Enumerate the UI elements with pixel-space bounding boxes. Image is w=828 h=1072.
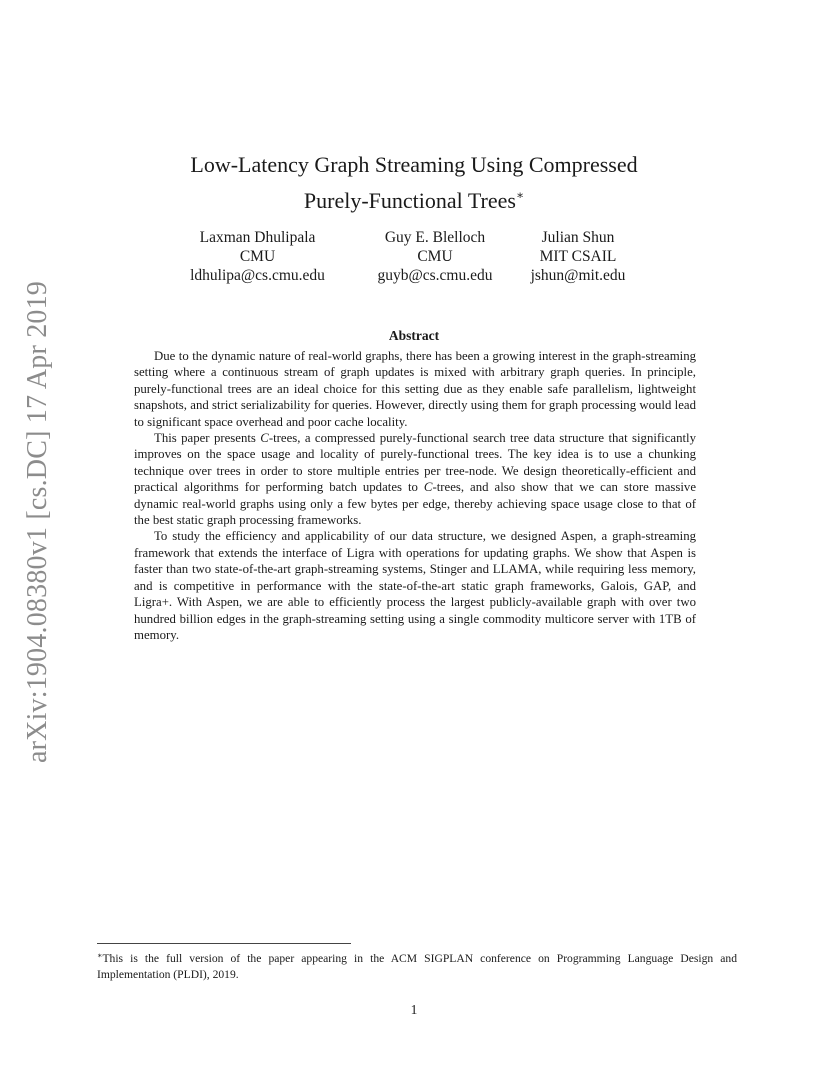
abstract-heading: Abstract	[388, 328, 440, 343]
abstract-paragraph-2	[134, 430, 696, 528]
author-name: Laxman Dhulipala	[199, 229, 316, 246]
abstract-body	[134, 348, 696, 643]
abstract-paragraph-1: Due to the dynamic nature of real-world graphs, there has been a growing interest in the graph-streaming setting where a continuous stream of graph updates is mixed with arbitrary graph queries. In principle, purely-functional trees are an ideal choice for this setting due as they enable safe parallelism, lightweight snapshots, and strict serializability for queries. However, directly using them for graph processing would lead to significant space overhead and poor cache locality.	[134, 349, 696, 429]
abstract-p2-text-a: This paper presents	[154, 431, 261, 446]
arxiv-stamp: arXiv:1904.08380v1 [cs.DC] 17 Apr 2019	[22, 280, 53, 764]
author-affiliation: CMU	[239, 248, 276, 265]
page-number: 1	[410, 1002, 418, 1017]
footnote-text: This is the full version of the paper appearing in the ACM SIGPLAN conference on Programming Language Design and Implementation (PLDI), 2019.	[97, 952, 737, 981]
author-email: ldhulipa@cs.cmu.edu	[190, 267, 325, 284]
author-affiliation: MIT CSAIL	[539, 248, 617, 265]
abstract-p2-text-b: -trees, a compressed purely-functional search tree data structure that significantly improves on the space usage and locality of purely-functional trees. The key idea is to use a chunking technique over trees in order to store multiple entries per tree-node. We design theoretically-efficient and practical algorithms for performing batch updates to	[134, 431, 696, 495]
title-line-1: Low-Latency Graph Streaming Using Compressed	[190, 152, 638, 177]
footnote-rule	[97, 943, 351, 944]
abstract-p2-c-italic-1: C	[260, 431, 269, 446]
footnote	[97, 948, 737, 982]
title-line-2	[130, 180, 698, 216]
author-name: Julian Shun	[541, 229, 615, 246]
footnote-mark: ∗	[97, 951, 103, 960]
title-line-2-text: Purely-Functional Trees	[303, 188, 516, 213]
author-block	[0, 228, 828, 288]
abstract-p2-c-italic-2: C	[423, 480, 433, 495]
author-name: Guy E. Blelloch	[384, 229, 486, 246]
author-1	[180, 228, 335, 285]
author-affiliation: CMU	[417, 248, 453, 265]
author-email: jshun@mit.edu	[530, 267, 626, 284]
paper-title	[130, 150, 698, 216]
abstract-paragraph-3: To study the efficiency and applicability of our data structure, we designed Aspen, a graph-streaming framework that extends the interface of Ligra with operations for updating graphs. We show that Aspen is faster than two state-of-the-art graph-streaming systems, Stinger and LLAMA, while requiring less memory, and is competitive in performance with the state-of-the-art static graph frameworks, Galois, GAP, and Ligra+. With Aspen, we are able to efficiently process the largest publicly-available graph with over two hundred billion edges in the graph-streaming setting using a single commodity multicore server with 1TB of memory.	[134, 529, 696, 642]
title-footnote-mark: ∗	[515, 188, 525, 202]
abstract-p2-text-d: -trees, and also show that we can store massive dynamic real-world graphs using only a few bytes per edge, thereby achieving space usage close to that of the best static graph processing frameworks.	[134, 480, 697, 528]
author-3	[528, 228, 628, 285]
author-email: guyb@cs.cmu.edu	[377, 267, 493, 284]
author-2	[360, 228, 510, 285]
